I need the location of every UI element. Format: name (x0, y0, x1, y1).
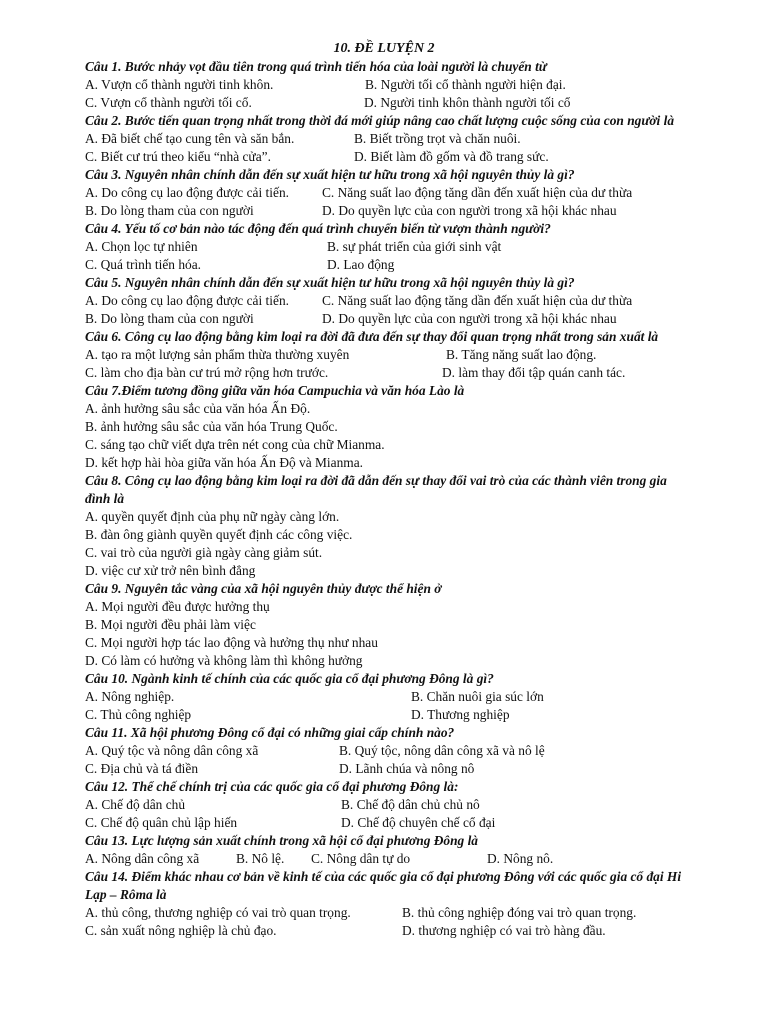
question-text: Câu 9. Nguyên tắc vàng của xã hội nguyên thủy được thể hiện ở (85, 581, 442, 596)
option-b: B. Nô lệ. (236, 851, 285, 866)
option-d: D. Có làm có hưởng và không làm thì không hưởng (85, 653, 363, 668)
option-c: C. Thủ công nghiệp (85, 707, 192, 722)
option-b: B. Chăn nuôi gia súc lớn (411, 689, 544, 704)
option-a: A. tạo ra một lượng sản phẩm thừa thường xuyên (85, 347, 350, 362)
question-10 (85, 670, 695, 724)
option-d: D. Do quyền lực của con người trong xã hội khác nhau (322, 203, 617, 218)
option-d: D. Lãnh chúa và nông nô (339, 761, 475, 776)
question-8 (85, 472, 695, 580)
question-1 (85, 58, 695, 112)
option-c: C. Quá trình tiến hóa. (85, 257, 202, 272)
option-c: C. Năng suất lao động tăng dần đến xuất hiện của dư thừa (322, 293, 633, 308)
option-d: D. Do quyền lực của con người trong xã hội khác nhau (322, 311, 617, 326)
question-5 (85, 274, 695, 328)
question-6 (85, 328, 695, 382)
question-text: Câu 1. Bước nhảy vọt đầu tiên trong quá trình tiến hóa của loài người là chuyển từ (85, 59, 547, 74)
option-d: D. Lao động (327, 257, 395, 272)
option-c: C. Chế độ quân chủ lập hiến (85, 815, 238, 830)
option-c: C. Nông dân tự do (311, 851, 411, 866)
page-title: 10. ĐỀ LUYỆN 2 (333, 41, 435, 56)
option-a: A. Vượn cổ thành người tinh khôn. (85, 77, 274, 92)
option-a: A. quyền quyết định của phụ nữ ngày càng lớn. (85, 509, 340, 524)
question-12 (85, 778, 695, 832)
question-3 (85, 166, 695, 220)
question-7 (85, 382, 695, 472)
option-c: C. làm cho địa bàn cư trú mở rộng hơn trước. (85, 365, 329, 380)
question-11 (85, 724, 695, 778)
option-a: A. ảnh hưởng sâu sắc của văn hóa Ấn Độ. (85, 401, 311, 416)
question-text: Câu 6. Công cụ lao động bằng kim loại ra đời đã đưa đến sự thay đổi quan trọng nhất trong sản xuất là (85, 329, 659, 344)
question-text: Câu 8. Công cụ lao động bằng kim loại ra đời đã dẫn đến sự thay đổi vai trò của các thành viên trong gia đình là (85, 473, 667, 506)
option-b: B. Người tối cổ thành người hiện đại. (365, 77, 566, 92)
option-a: A. Do công cụ lao động được cải tiến. (85, 293, 289, 308)
question-text: Câu 2. Bước tiến quan trọng nhất trong thời đá mới giúp nâng cao chất lượng cuộc sống của con người là (85, 113, 675, 128)
option-c: C. Vượn cổ thành người tối cổ. (85, 95, 252, 110)
question-13 (85, 832, 695, 868)
option-d: D. Người tinh khôn thành người tối cổ (364, 95, 571, 110)
option-c: C. Năng suất lao động tăng dần đến xuất hiện của dư thừa (322, 185, 633, 200)
option-d: D. Nông nô. (487, 851, 554, 866)
option-a: A. Nông nghiệp. (85, 689, 175, 704)
question-2 (85, 112, 695, 166)
option-b: B. sự phát triển của giới sinh vật (327, 239, 502, 254)
option-a: A. Chọn lọc tự nhiên (85, 239, 198, 254)
option-a: A. Quý tộc và nông dân công xã (85, 743, 259, 758)
option-b: B. Do lòng tham của con người (85, 203, 254, 218)
option-d: D. kết hợp hài hòa giữa văn hóa Ấn Độ và Mianma. (85, 455, 363, 470)
option-d: D. việc cư xử trở nên bình đẳng (85, 563, 256, 578)
option-b: B. đàn ông giành quyền quyết định các công việc. (85, 527, 353, 542)
option-c: C. Biết cư trú theo kiểu “nhà cửa”. (85, 149, 271, 164)
option-a: A. Đã biết chế tạo cung tên và săn bắn. (85, 131, 295, 146)
option-d: D. thương nghiệp có vai trò hàng đầu. (402, 923, 606, 938)
option-b: B. Chế độ dân chủ chủ nô (341, 797, 480, 812)
question-text: Câu 7.Điểm tương đồng giữa văn hóa Campuchia và văn hóa Lào là (85, 383, 465, 398)
option-a: A. Mọi người đều được hưởng thụ (85, 599, 270, 614)
option-b: B. thủ công nghiệp đóng vai trò quan trọng. (402, 905, 637, 920)
question-text: Câu 14. Điểm khác nhau cơ bản về kinh tế của các quốc gia cổ đại phương Đông với các quốc gia cổ đại Hi Lạp – Rôma là (85, 869, 682, 902)
question-list (85, 58, 695, 940)
option-a: A. thủ công, thương nghiệp có vai trò quan trọng. (85, 905, 351, 920)
option-a: A. Chế độ dân chủ (85, 797, 186, 812)
option-b: B. Tăng năng suất lao động. (446, 347, 597, 362)
question-text: Câu 5. Nguyên nhân chính dẫn đến sự xuất hiện tư hữu trong xã hội nguyên thủy là gì? (85, 275, 575, 290)
option-d: D. Chế độ chuyên chế cổ đại (341, 815, 496, 830)
question-9 (85, 580, 695, 670)
question-text: Câu 13. Lực lượng sản xuất chính trong xã hội cổ đại phương Đông là (85, 833, 479, 848)
option-c: C. Địa chủ và tá điền (85, 761, 199, 776)
option-d: D. làm thay đổi tập quán canh tác. (442, 365, 626, 380)
question-text: Câu 12. Thể chế chính trị của các quốc gia cổ đại phương Đông là: (85, 779, 459, 794)
question-text: Câu 3. Nguyên nhân chính dẫn đến sự xuất hiện tư hữu trong xã hội nguyên thủy là gì? (85, 167, 575, 182)
option-b: B. Biết trồng trọt và chăn nuôi. (354, 131, 521, 146)
option-d: D. Biết làm đồ gốm và đồ trang sức. (354, 149, 549, 164)
question-text: Câu 11. Xã hội phương Đông cổ đại có những giai cấp chính nào? (85, 725, 455, 740)
option-c: C. vai trò của người già ngày càng giảm sút. (85, 545, 323, 560)
option-b: B. Mọi người đều phải làm việc (85, 617, 256, 632)
option-b: B. Do lòng tham của con người (85, 311, 254, 326)
option-d: D. Thương nghiệp (411, 707, 510, 722)
option-b: B. Quý tộc, nông dân công xã và nô lệ (339, 743, 545, 758)
option-c: C. sáng tạo chữ viết dựa trên nét cong của chữ Mianma. (85, 437, 385, 452)
option-c: C. Mọi người hợp tác lao động và hưởng thụ như nhau (85, 635, 378, 650)
question-4 (85, 220, 695, 274)
question-text: Câu 4. Yếu tố cơ bản nào tác động đến quá trình chuyển biến từ vượn thành người? (85, 221, 551, 236)
question-text: Câu 10. Ngành kinh tế chính của các quốc gia cổ đại phương Đông là gì? (85, 671, 494, 686)
question-14 (85, 868, 695, 940)
option-a: A. Do công cụ lao động được cải tiến. (85, 185, 289, 200)
option-c: C. sản xuất nông nghiệp là chủ đạo. (85, 923, 277, 938)
option-a: A. Nông dân công xã (85, 851, 200, 866)
option-b: B. ảnh hưởng sâu sắc của văn hóa Trung Quốc. (85, 419, 338, 434)
